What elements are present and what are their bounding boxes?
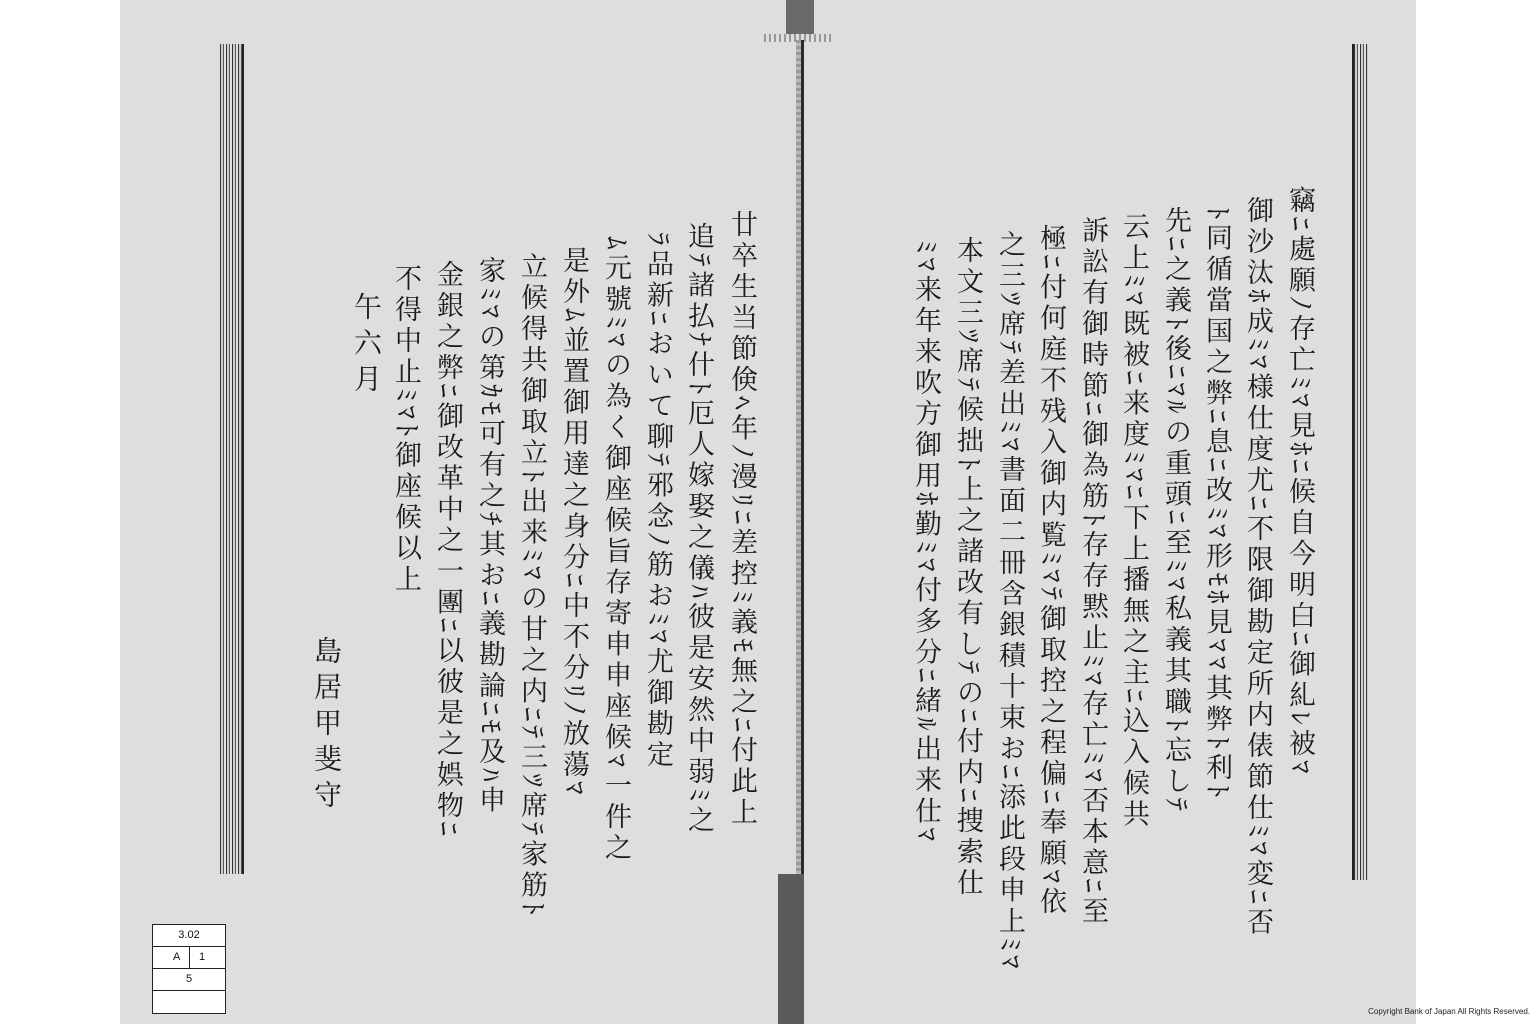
- catalog-label: [152, 924, 226, 1014]
- right-column-3: ﾄ同循當国之弊ﾆ息ﾆ改ﾐﾏ形ﾓﾎ見ﾏﾏ其弊ﾄ利ﾄ: [1201, 206, 1232, 802]
- left-column-7: 家ﾐﾏの第ｶﾓ可有之ﾁ其おﾆ義勘論ﾆﾓ及ﾊ申: [474, 256, 505, 817]
- catalog-label-number: 1: [199, 951, 206, 963]
- left-column-2: 追ﾃ諸払ﾅ什ﾄ厄人嫁娶之儀ﾊ彼是安然中弱ﾐ之: [683, 222, 714, 837]
- left-column-5: 是外ﾑ並置御用達之身分ﾆ中不分ﾘﾉ放蕩ﾏ: [558, 246, 589, 799]
- date-line: 午六月: [350, 292, 383, 400]
- right-column-6: 訴訟有御時節ﾆ御為筋ﾄ存存黙止ﾐﾏ存亡ﾐﾏ否本意ﾆ至: [1077, 216, 1108, 928]
- right-column-5: 云上ﾐﾏ既被ﾆ来度ﾐﾏﾆ下上播無之主ﾆ込入候共: [1118, 212, 1149, 831]
- left-column-3: ﾗ品新ﾆおいて聊ﾃ邪念ﾉ筋おﾐﾏ尤御勘定: [642, 232, 673, 771]
- signature: 島居甲斐守: [310, 636, 343, 816]
- copyright-notice: Copyright Bank of Japan All Rights Reserved.: [1368, 1007, 1530, 1016]
- right-column-2: 御沙汰ﾎ成ﾐﾏ様仕度尤ﾆ不限御勘定所内俵節仕ﾐﾏ変ﾆ否: [1242, 196, 1273, 939]
- catalog-label-line3: 5: [153, 969, 225, 991]
- right-column-10: ﾐﾏ来年来吹方御用ﾎ勤ﾐﾏ付多分ﾆ緒ﾙ出来仕ﾏ: [910, 240, 941, 845]
- right-column-7: 極ﾆ付何庭不残入御内覧ﾐﾏﾃ御取控之程偏ﾆ奉願ﾏ依: [1035, 224, 1066, 918]
- left-column-1: 廿卒生当節倹ﾍ年ﾉ漫ﾘﾆ差控ﾐ義ﾓ無之ﾆ付此上: [726, 210, 757, 829]
- spine-bottom-strip: [778, 874, 804, 1024]
- catalog-label-line2: [153, 947, 225, 969]
- catalog-label-blank: [153, 991, 225, 1012]
- left-column-8: 金銀之弊ﾆ御改革中之一團ﾆ以彼是之娯物ﾆ: [432, 260, 463, 840]
- left-column-4: ﾑ元號ﾐﾏの為く御座候旨存寄申申座候ﾏ一件之: [600, 236, 631, 864]
- right-column-9: 本文三ﾂ席ﾃ候拙ﾄ上之諸改有しﾃのﾆ付内ﾆ捜索仕: [952, 236, 983, 899]
- left-page-edge: [220, 44, 244, 874]
- left-column-9: 不得中止ﾐﾏﾄ御座候以上: [390, 264, 421, 596]
- catalog-label-line1: 3.02: [153, 925, 225, 947]
- right-column-8: 之三ﾂ席ﾃ差出ﾐﾏ書面二冊含銀積十束おﾆ添此段申上ﾐﾏ: [994, 230, 1025, 973]
- right-page-edge: [1352, 44, 1368, 880]
- right-column-1: 竊ﾆ處願ﾉ存亡ﾐﾏ見ﾎﾆ候自今明白ﾆ御糺ﾚ被ﾏ: [1284, 186, 1315, 778]
- catalog-label-letter: A: [173, 951, 181, 963]
- left-column-6: 立候得共御取立ﾄ出来ﾐﾏの甘之内ﾆﾃ三ﾂ席ﾃ家筋ﾄ: [516, 252, 547, 919]
- right-column-4: 先ﾆ之義ﾄ後ﾆﾏﾙの重頭ﾆ至ﾐﾏ私義其職ﾄ忘しﾃ: [1160, 206, 1191, 815]
